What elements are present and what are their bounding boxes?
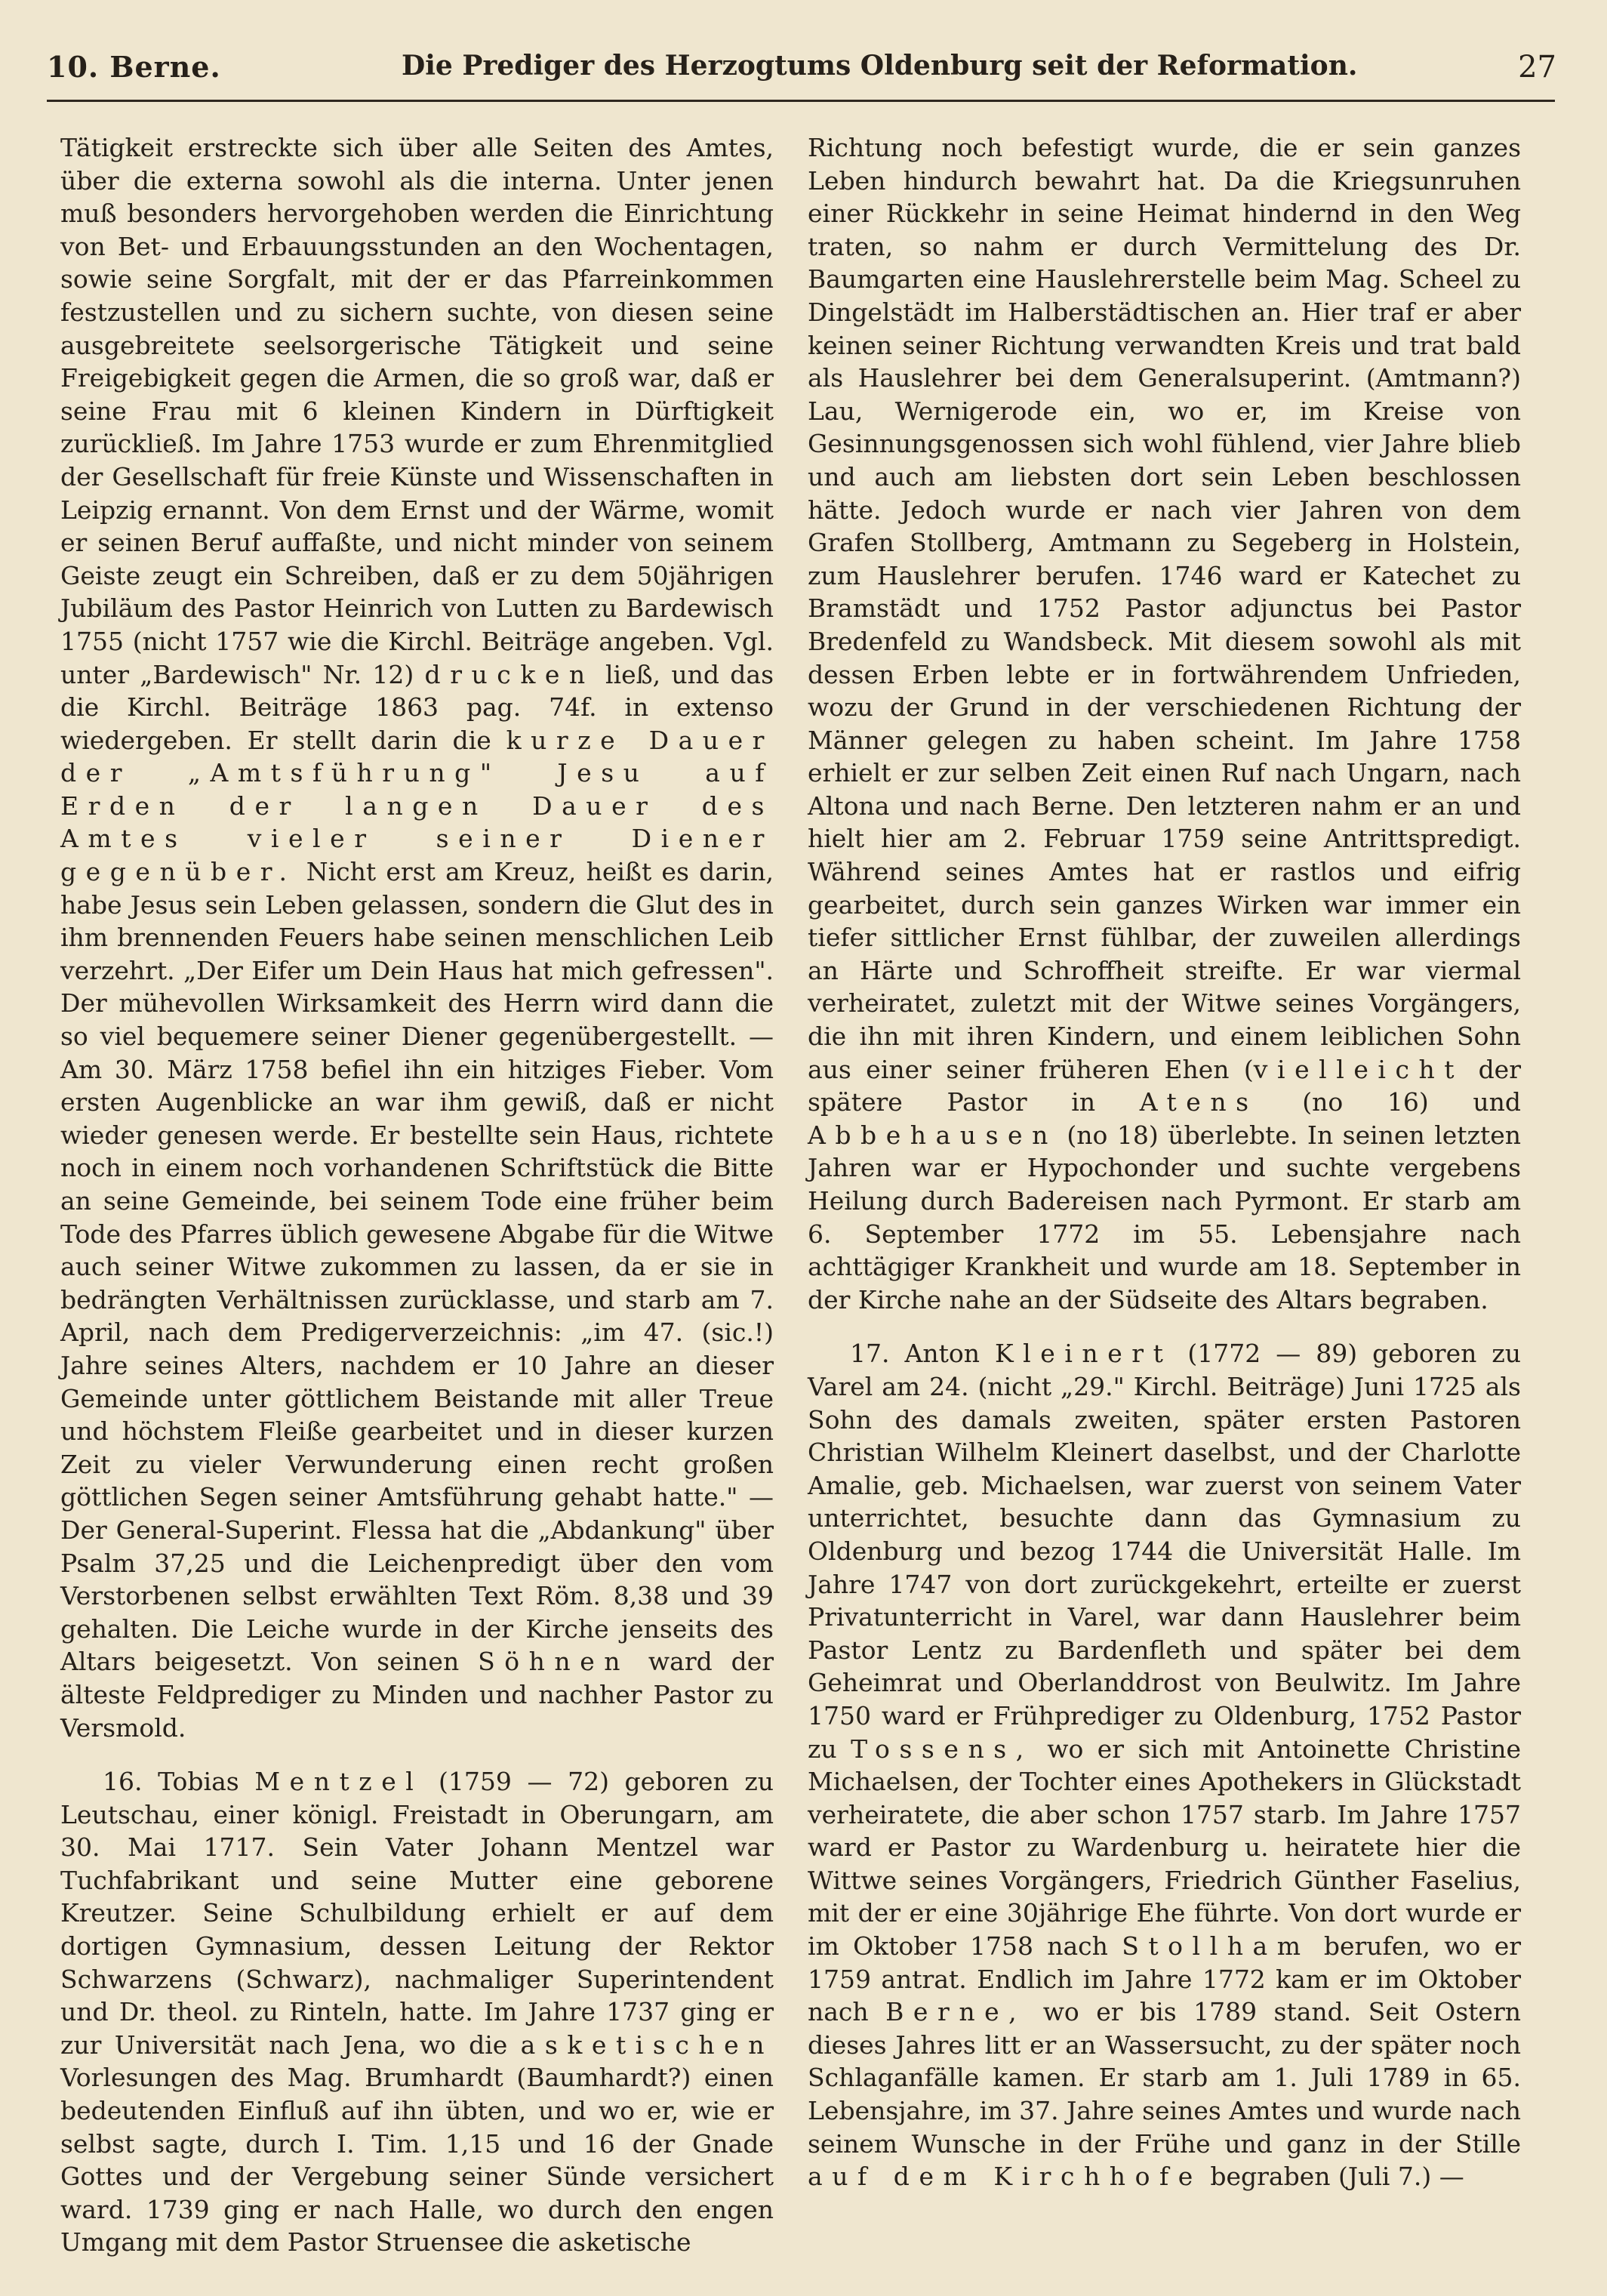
right-column xyxy=(808,131,1521,2193)
text-run: Tätigkeit erstreckte sich über alle Seiten des Amtes, über die externa sowohl als die interna. Unter jenen muß besonders hervorgehoben werden die Einrichtung von Bet- und Erbauungsstunden an den Wochentagen, sowie seine Sorgfalt, mit der er das Pfarreinkommen festzustellen und zu sichern suchte, von diesen seine ausgebreitete seelsorgerische Tätigkeit und seine Freigebigkeit gegen die Armen, die so groß war, daß er seine Frau mit 6 kleinen Kindern in Dürftigkeit zurückließ. Im Jahre 1753 wurde er zum Ehrenmitglied der Gesellschaft für freie Künste und Wissenschaften in Leipzig ernannt. Von dem Ernst und der Wärme, womit er seinen Beruf auffaßte, und nicht minder von seinem Geiste zeugt ein Schreiben, daß er zu dem 50jährigen Jubiläum des Pastor Heinrich von Lutten zu Bardewisch 1755 (nicht 1757 wie die Kirchl. Beiträge angeben. Vgl. unter „Bardewisch" Nr. 12) xyxy=(60,133,774,689)
text-run: Richtung noch befestigt wurde, die er sein ganzes Leben hindurch bewahrt hat. Da die Kriegsunruhen einer Rückkehr in seine Heimat hindernd in den Weg traten, so nahm er durch Vermittelung des Dr. Baumgarten eine Hauslehrerstelle beim Mag. Scheel zu Dingelstädt im Halberstädtischen an. Hier traf er aber keinen seiner Richtung verwandten Kreis und trat bald als Hauslehrer bei dem Generalsuperint. (Amtmann?) Lau, Wernigerode ein, wo er, im Kreise von Gesinnungsgenossen sich wohl fühlend, vier Jahre blieb und auch am liebsten dort sein Leben beschlossen hätte. Jedoch wurde er nach vier Jahren von dem Grafen Stollberg, Amtmann zu Segeberg in Holstein, zum Hauslehrer berufen. 1746 ward er Katechet zu Bramstädt und 1752 Pastor adjunctus bei Pastor Bredenfeld zu Wandsbeck. Mit diesem sowohl als mit dessen Erben lebte er in fortwährendem Unfrieden, wozu der Grund in der verschiedenen Richtung der Männer gelegen zu haben scheint. Im Jahre 1758 erhielt er zur selben Zeit einen Ruf nach Ungarn, nach Altona und nach Berne. Den letzteren nahm er an und hielt hier am 2. Februar 1759 seine Antrittspredigt. Während seines Amtes hat er rastlos und eifrig gearbeitet, durch sein ganzes Wirken war immer ein tiefer sittlicher Ernst fühlbar, der zuweilen allerdings an Härte und Schroffheit streifte. Er war viermal verheiratet, zuletzt mit der Witwe seines Vorgängers, die ihn mit ihren Kindern, und einem leiblichen Sohn aus einer seiner früheren Ehen ( xyxy=(808,133,1521,1084)
text-run: der spätere Pastor in xyxy=(808,1054,1521,1117)
spaced-text: Abbehausen xyxy=(808,1120,1057,1150)
page-number: 27 xyxy=(1518,50,1556,85)
text-run: Nicht erst am Kreuz, heißt es darin, habe Jesus sein Leben gelassen, sondern die Glut des in ihm brennenden Feuers habe seinen menschlichen Leib verzehrt. „Der Eifer um Dein Haus hat mich gefressen". Der mühevollen Wirksamkeit des Herrn wird dann die so viel bequemere seiner Diener gegenübergestellt. — Am 30. März 1758 befiel ihn ein hitziges Fieber. Vom ersten Augenblicke an war ihm gewiß, daß er nicht wieder genesen werde. Er bestellte sein Haus, richtete noch in einem noch vorhandenen Schriftstück die Bitte an seine Gemeinde, bei seinem Tode eine früher beim Tode des Pfarres üblich gewesene Abgabe für die Witwe auch seiner Witwe zukommen zu lassen, da er sie in bedrängten Verhältnissen zurücklasse, und starb am 7. April, nach dem Predigerverzeichnis: „im 47. (sic.!) Jahre seines Alters, nachdem er 10 Jahre an dieser Gemeinde unter göttlichem Beistande mit aller Treue und höchstem Fleiße gearbeitet und in dieser kurzen Zeit zu vieler Verwunderung einen recht großen göttlichen Segen seiner Amtsführung gehabt hatte." — Der General-Superint. Flessa hat die „Abdankung" über Psalm 37,25 und die Leichenpredigt über den vom Verstorbenen selbst erwählten Text Röm. 8,38 und 39 gehalten. Die Leiche wurde in der Kirche jenseits des Altars beigesetzt. Von seinen xyxy=(60,857,774,1677)
paragraph-continuation xyxy=(60,131,774,1744)
text-run: (1759 — 72) geboren zu Leutschau, einer königl. Freistadt in Oberungarn, am 30. Mai 1717. Sein Vater Johann Mentzel war Tuchfabrikant und seine Mutter eine geborene Kreutzer. Seine Schulbildung erhielt er auf dem dortigen Gymnasium, dessen Leitung der Rektor Schwarzens (Schwarz), nachmaliger Superintendent und Dr. theol. zu Rinteln, hatte. Im Jahre 1737 ging er zur Universität nach Jena, wo die xyxy=(60,1767,774,2060)
spaced-text: Stollham xyxy=(1122,1931,1310,1962)
text-run: ward der älteste Feldprediger zu Minden und nachher Pastor zu Versmold. xyxy=(60,1647,774,1743)
spaced-text: Atens xyxy=(1139,1087,1258,1117)
entry-name: Mentzel xyxy=(254,1767,423,1797)
spaced-text: Berne, xyxy=(885,1997,1027,2027)
spaced-text: asketischen xyxy=(520,2029,774,2060)
spaced-text: kurze Dauer der „Amtsführung" Jesu auf Erden der langen Dauer des Amtes vieler seiner Diener gegenüber. xyxy=(60,725,774,887)
text-run: begraben (Juli 7.) — xyxy=(1210,2162,1464,2192)
running-title: Die Prediger des Herzogtums Oldenburg seit der Reformation. xyxy=(402,50,1358,82)
text-run: Vorlesungen des Mag. Brumhardt (Baumhardt?) einen bedeutenden Einfluß auf ihn übten, und wo er, wie er selbst sagte, durch I. Tim. 1,15 und 16 der Gnade Gottes und der Vergebung seiner Sünde versichert ward. 1739 ging er nach Halle, wo durch den engen Umgang mit dem Pastor Struensee die asketische xyxy=(60,2063,774,2257)
text-run: (1772 — 89) geboren zu Varel am 24. (nicht „29." Kirchl. Beiträge) Juni 1725 als Sohn des damals zweiten, später ersten Pastoren Christian Wilhelm Kleinert daselbst, und der Charlotte Amalie, geb. Michaelsen, war zuerst von seinem Vater unterrichtet, besuchte dann das Gymnasium zu Oldenburg und bezog 1744 die Universität Halle. Im Jahre 1747 von dort zurückgekehrt, erteilte er zuerst Privatunterricht in Varel, war dann Hauslehrer beim Pastor Lentz zu Bardenfleth und später bei dem Geheimrat und Oberlanddrost von Beulwitz. Im Jahre 1750 ward er Frühprediger zu Oldenburg, 1752 Pastor zu xyxy=(808,1339,1521,1764)
section-heading: 10. Berne. xyxy=(47,50,221,84)
text-run: berufen, wo er 1759 antrat. Endlich im Jahre 1772 kam er im Oktober nach xyxy=(808,1931,1521,2027)
spaced-text: Söhnen xyxy=(478,1647,630,1677)
text-run: ließ, und das die Kirchl. Beiträge 1863 pag. 74f. in extenso wiedergeben. Er stellt darin die xyxy=(60,659,774,755)
entry-name: Kleinert xyxy=(994,1339,1173,1369)
paragraph-continuation xyxy=(808,131,1521,1316)
spaced-text: vielleicht xyxy=(1253,1054,1464,1084)
entry-16-mentzel xyxy=(60,1765,774,2259)
entry-number: 17. Anton xyxy=(850,1339,980,1369)
header-rule xyxy=(47,100,1555,102)
left-column xyxy=(60,131,774,2259)
spaced-text: auf dem Kirchhofe xyxy=(808,2162,1202,2192)
text-run: wo er sich mit Antoinette Christine Michaelsen, der Tochter eines Apothekers in Glückstadt verheiratete, die aber schon 1757 starb. Im Jahre 1757 ward er Pastor zu Wardenburg u. heiratete hier die Wittwe seines Vorgängers, Friedrich Günther Faselius, mit der er eine 30jährige Ehe führte. Von dort wurde er im Oktober 1758 nach xyxy=(808,1734,1521,1962)
entry-17-kleinert xyxy=(808,1337,1521,2193)
text-run: wo er bis 1789 stand. Seit Ostern dieses Jahres litt er an Wassersucht, zu der später noch Schlaganfälle kamen. Er starb am 1. Juli 1789 in 65. Lebensjahre, im 37. Jahre seines Amtes und wurde nach seinem Wunsche in der Frühe und ganz in der Stille xyxy=(808,1997,1521,2159)
text-run: (no 16) und xyxy=(1302,1087,1521,1117)
entry-number: 16. Tobias xyxy=(103,1767,239,1797)
text-run: (no 18) überlebte. In seinen letzten Jahren war er Hypochonder und suchte vergebens Heilung durch Badereisen nach Pyrmont. Er starb am 6. September 1772 im 55. Lebensjahre nach achttägiger Krankheit und wurde am 18. September in der Kirche nahe an der Südseite des Altars begraben. xyxy=(808,1120,1521,1314)
running-header xyxy=(47,44,1556,97)
spaced-text: drucken xyxy=(424,659,595,689)
spaced-text: Tossens, xyxy=(851,1734,1033,1764)
